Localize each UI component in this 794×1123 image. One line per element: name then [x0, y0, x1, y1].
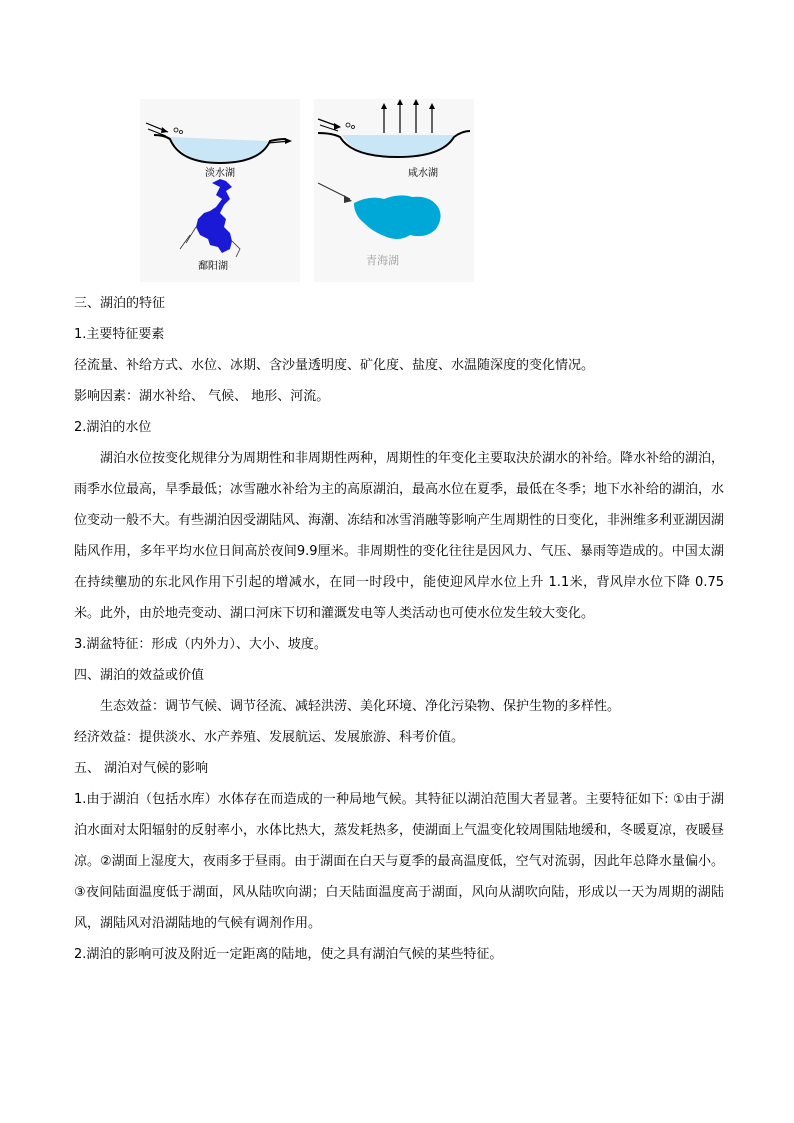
- section-3-3: 3.湖盆特征：形成（内外力）、大小、坡度。: [74, 637, 327, 652]
- inflow-arrowhead: [161, 127, 168, 133]
- freshwater-lake-panel: [140, 99, 300, 282]
- saltwater-label: 咸水湖: [408, 168, 438, 179]
- section-4-ecological: 生态效益：调节气候、调节径流、减轻洪涝、美化环境、净化污染物、保护生物的多样性。: [100, 699, 621, 714]
- freshwater-water: [170, 137, 268, 163]
- qinghai-lake-shape: [354, 195, 441, 239]
- section-5-2: 2.湖泊的影响可波及附近一定距离的陆地，使之具有湖泊气候的某些特征。: [74, 947, 503, 962]
- section-5-title: 五、 湖泊对气候的影响: [74, 761, 209, 776]
- poyang-lake-shape: [196, 179, 232, 253]
- section-3-title: 三、湖泊的特征: [74, 296, 166, 311]
- section-4-economic: 经济效益：提供淡水、水产养殖、发展航运、发展旅游、科考价值。: [74, 730, 465, 745]
- freshwater-label: 淡水湖: [205, 168, 235, 179]
- document-body: [74, 288, 724, 970]
- section-3-2-title: 2.湖泊的水位: [74, 420, 152, 435]
- lake-figure: [140, 99, 474, 282]
- section-5-1: 1.由于湖泊（包括水库）水体存在而造成的一种局地气候。其特征以湖泊范围大者显著。主要特征如下: ①由于湖泊水面对太阳辐射的反射率小，水体比热大，蒸发耗热多，使湖面上气温变化较周围陆地缓和，冬暖夏凉，夜暖昼凉。②湖面上湿度大，夜雨多于昼雨。由于湖面在白天与夏季的最高温度低，空气对流弱，因此年总降水量偏小。③夜间陆面温度低于湖面，风从陆吹向湖；白天陆面温度高于湖面，风向从湖吹向陆，形成以一天为周期的湖陆风，湖陆风对沿湖陆地的气候有调剂作用。: [74, 792, 725, 931]
- qinghai-label: 青海湖: [366, 255, 399, 267]
- poyang-label: 鄱阳湖: [198, 261, 228, 272]
- section-3-2-body: 湖泊水位按变化规律分为周期性和非周期性两种，周期性的年变化主要取決於湖水的补给。降水补给的湖泊，雨季水位最高，旱季最低；冰雪融水补给为主的高原湖泊，最高水位在夏季，最低在冬季；地下水补给的湖泊，水位变动一般不大。有些湖泊因受湖陆风、海潮、冻结和冰雪消融等影响产生周期性的日变化，非洲维多利亚湖因湖陆风作用，多年平均水位日间高於夜间9.9厘米。非周期性的变化往往是因风力、气压、暴雨等造成的。中国太湖在持续壟劢的东北风作用下引起的增减水，在同一时段中，能使迎风岸水位上升 1.1米，背风岸水位下降 0.75米。此外，由於地壳变动、湖口河床下切和灌溉发电等人类活动也可使水位发生较大变化。: [74, 451, 725, 621]
- freshwater-lake-diagram: [140, 99, 300, 282]
- saltwater-water: [342, 135, 454, 157]
- saltwater-lake-diagram: [314, 99, 474, 282]
- section-4-title: 四、湖泊的效益或价值: [74, 668, 205, 683]
- saltwater-lake-panel: [314, 99, 474, 282]
- section-3-1-factors: 影响因素：湖水补给、 气候、 地形、河流。: [74, 389, 330, 404]
- section-3-1-elements: 径流量、补给方式、水位、冰期、含沙量透明度、矿化度、盐度、水温随深度的变化情况。: [74, 358, 595, 373]
- section-3-1-title: 1.主要特征要素: [74, 327, 165, 342]
- evaporation-arrows: [384, 103, 432, 133]
